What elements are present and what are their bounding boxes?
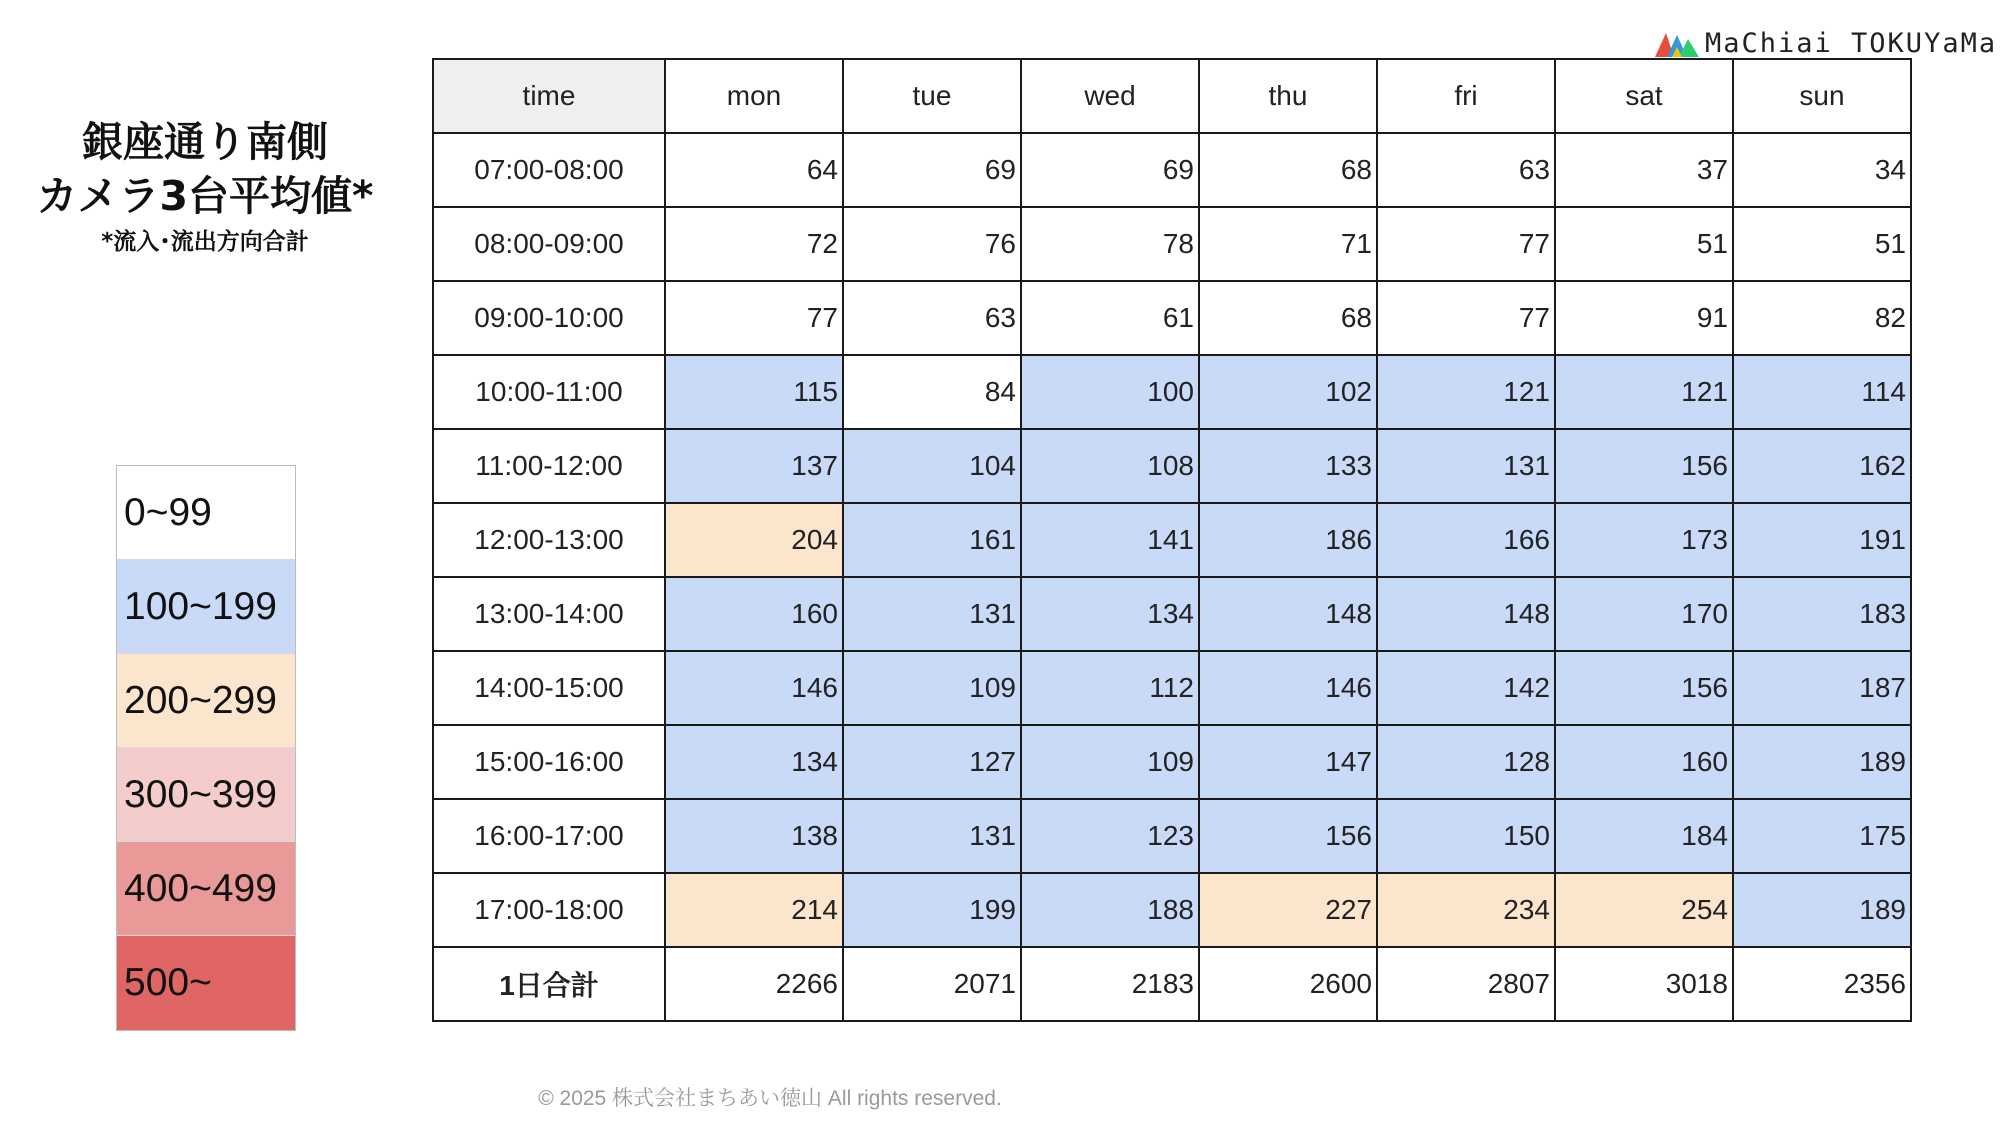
count-cell: 254: [1555, 873, 1733, 947]
count-cell: 112: [1021, 651, 1199, 725]
legend-item: 500~: [117, 936, 295, 1030]
count-cell: 133: [1199, 429, 1377, 503]
count-cell: 84: [843, 355, 1021, 429]
count-cell: 68: [1199, 133, 1377, 207]
total-cell: 2807: [1377, 947, 1555, 1021]
count-cell: 166: [1377, 503, 1555, 577]
count-cell: 100: [1021, 355, 1199, 429]
count-cell: 34: [1733, 133, 1911, 207]
count-cell: 148: [1199, 577, 1377, 651]
count-cell: 102: [1199, 355, 1377, 429]
table-row: [433, 799, 1911, 873]
count-cell: 147: [1199, 725, 1377, 799]
total-cell: 2183: [1021, 947, 1199, 1021]
count-cell: 137: [665, 429, 843, 503]
count-cell: 183: [1733, 577, 1911, 651]
count-cell: 175: [1733, 799, 1911, 873]
table-row: [433, 503, 1911, 577]
count-cell: 77: [665, 281, 843, 355]
count-cell: 199: [843, 873, 1021, 947]
count-cell: 72: [665, 207, 843, 281]
count-cell: 227: [1199, 873, 1377, 947]
count-cell: 61: [1021, 281, 1199, 355]
count-cell: 69: [1021, 133, 1199, 207]
legend-item: 200~299: [117, 654, 295, 748]
count-cell: 234: [1377, 873, 1555, 947]
column-header-mon: mon: [665, 59, 843, 133]
count-cell: 128: [1377, 725, 1555, 799]
table-row: [433, 207, 1911, 281]
count-cell: 134: [1021, 577, 1199, 651]
table-row: [433, 281, 1911, 355]
count-cell: 131: [843, 799, 1021, 873]
count-cell: 170: [1555, 577, 1733, 651]
count-cell: 131: [843, 577, 1021, 651]
count-cell: 191: [1733, 503, 1911, 577]
total-cell: 3018: [1555, 947, 1733, 1021]
legend-item: 100~199: [117, 560, 295, 654]
count-cell: 121: [1377, 355, 1555, 429]
time-slot-cell: 10:00-11:00: [433, 355, 665, 429]
count-cell: 160: [665, 577, 843, 651]
count-cell: 148: [1377, 577, 1555, 651]
count-cell: 76: [843, 207, 1021, 281]
table-header-row: [433, 59, 1911, 133]
count-cell: 51: [1733, 207, 1911, 281]
time-slot-cell: 13:00-14:00: [433, 577, 665, 651]
count-cell: 162: [1733, 429, 1911, 503]
column-header-sat: sat: [1555, 59, 1733, 133]
total-cell: 2600: [1199, 947, 1377, 1021]
count-cell: 109: [843, 651, 1021, 725]
count-cell: 138: [665, 799, 843, 873]
count-cell: 189: [1733, 725, 1911, 799]
traffic-table: [432, 58, 1912, 1022]
count-cell: 161: [843, 503, 1021, 577]
count-cell: 160: [1555, 725, 1733, 799]
table-body: [433, 133, 1911, 1021]
count-cell: 104: [843, 429, 1021, 503]
count-cell: 214: [665, 873, 843, 947]
count-cell: 37: [1555, 133, 1733, 207]
column-header-time: time: [433, 59, 665, 133]
count-cell: 187: [1733, 651, 1911, 725]
count-cell: 188: [1021, 873, 1199, 947]
company-logo: [1655, 28, 1997, 58]
count-cell: 156: [1555, 429, 1733, 503]
total-cell: 2071: [843, 947, 1021, 1021]
table-row: [433, 651, 1911, 725]
time-slot-cell: 17:00-18:00: [433, 873, 665, 947]
time-slot-cell: 11:00-12:00: [433, 429, 665, 503]
count-cell: 114: [1733, 355, 1911, 429]
legend-item: 300~399: [117, 748, 295, 842]
column-header-wed: wed: [1021, 59, 1199, 133]
copyright-footer: © 2025 株式会社まちあい徳山 All rights reserved.: [538, 1087, 1002, 1110]
total-cell: 2266: [665, 947, 843, 1021]
count-cell: 156: [1199, 799, 1377, 873]
count-cell: 121: [1555, 355, 1733, 429]
legend-item: 0~99: [117, 466, 295, 560]
time-slot-cell: 15:00-16:00: [433, 725, 665, 799]
count-cell: 134: [665, 725, 843, 799]
count-cell: 173: [1555, 503, 1733, 577]
column-header-thu: thu: [1199, 59, 1377, 133]
count-cell: 131: [1377, 429, 1555, 503]
count-cell: 150: [1377, 799, 1555, 873]
time-slot-cell: 12:00-13:00: [433, 503, 665, 577]
column-header-fri: fri: [1377, 59, 1555, 133]
count-cell: 108: [1021, 429, 1199, 503]
time-slot-cell: 08:00-09:00: [433, 207, 665, 281]
count-cell: 123: [1021, 799, 1199, 873]
table-row: [433, 133, 1911, 207]
count-cell: 64: [665, 133, 843, 207]
count-cell: 184: [1555, 799, 1733, 873]
count-cell: 82: [1733, 281, 1911, 355]
count-cell: 109: [1021, 725, 1199, 799]
table-row: [433, 725, 1911, 799]
time-slot-cell: 14:00-15:00: [433, 651, 665, 725]
count-cell: 68: [1199, 281, 1377, 355]
table-row: [433, 873, 1911, 947]
count-cell: 78: [1021, 207, 1199, 281]
count-cell: 91: [1555, 281, 1733, 355]
total-label-cell: 1日合計: [433, 947, 665, 1021]
count-cell: 63: [843, 281, 1021, 355]
count-cell: 146: [1199, 651, 1377, 725]
count-cell: 77: [1377, 207, 1555, 281]
count-cell: 142: [1377, 651, 1555, 725]
count-cell: 146: [665, 651, 843, 725]
count-cell: 204: [665, 503, 843, 577]
column-header-tue: tue: [843, 59, 1021, 133]
count-cell: 186: [1199, 503, 1377, 577]
logo-text: MaChiai TOKUYaMa: [1705, 27, 1998, 59]
count-cell: 189: [1733, 873, 1911, 947]
table-row: [433, 429, 1911, 503]
table-row: [433, 355, 1911, 429]
total-row: [433, 947, 1911, 1021]
count-cell: 127: [843, 725, 1021, 799]
count-cell: 63: [1377, 133, 1555, 207]
time-slot-cell: 09:00-10:00: [433, 281, 665, 355]
table-row: [433, 577, 1911, 651]
machiai-logo-mark-icon: [1655, 29, 1699, 57]
total-cell: 2356: [1733, 947, 1911, 1021]
count-cell: 69: [843, 133, 1021, 207]
count-cell: 141: [1021, 503, 1199, 577]
column-header-sun: sun: [1733, 59, 1911, 133]
count-cell: 156: [1555, 651, 1733, 725]
count-cell: 71: [1199, 207, 1377, 281]
page-title-line1: 銀座通り南側: [82, 118, 328, 166]
page-subtitle: *流入･流出方向合計: [101, 229, 309, 255]
count-cell: 77: [1377, 281, 1555, 355]
legend-item: 400~499: [117, 842, 295, 936]
count-cell: 51: [1555, 207, 1733, 281]
page-title-line2: カメラ3台平均値*: [36, 172, 374, 220]
count-cell: 115: [665, 355, 843, 429]
color-legend: [116, 465, 296, 1031]
time-slot-cell: 07:00-08:00: [433, 133, 665, 207]
time-slot-cell: 16:00-17:00: [433, 799, 665, 873]
title-block: [20, 115, 390, 259]
